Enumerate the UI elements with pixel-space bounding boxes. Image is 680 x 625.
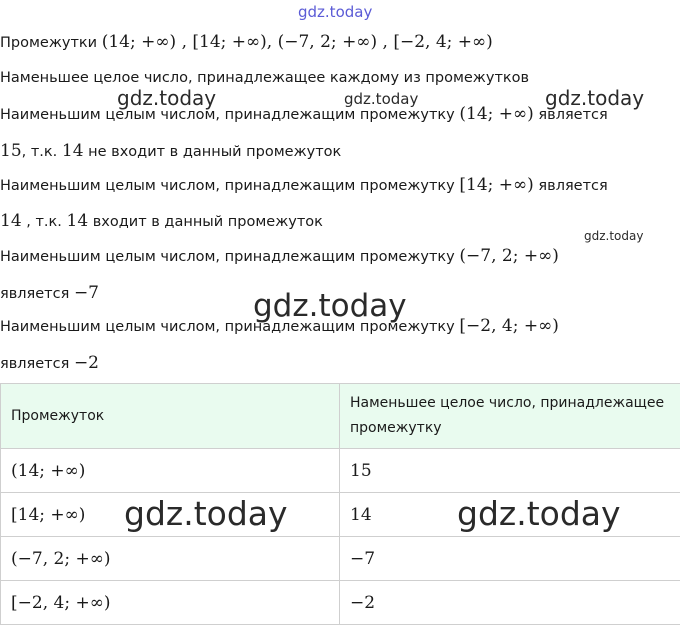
task-statement: Наменьшее целое число, принадлежащее каждому из промежутков — [0, 70, 529, 86]
column-header: Наменьшее целое число, принадлежащее промежутку — [340, 384, 680, 449]
table-row — [1, 581, 680, 625]
table-row — [1, 537, 680, 581]
interval-cell: (14; +∞) — [1, 449, 340, 493]
watermark: gdz.today — [344, 90, 418, 108]
line-text: Наименьшим целым числом, принадлежащим промежутку — [0, 319, 455, 335]
interval: (−7, 2; +∞) — [459, 246, 559, 266]
answer-value: 14 — [0, 211, 22, 231]
value-cell: 14 — [340, 493, 680, 537]
number: 14 — [67, 211, 89, 231]
interval-cell: [14; +∞) — [1, 493, 340, 537]
line-mid: , т.к. — [26, 214, 62, 230]
solution-line-1 — [0, 104, 608, 124]
value-cell: 15 — [340, 449, 680, 493]
solution-line-4 — [0, 211, 323, 231]
intervals-line — [0, 32, 493, 52]
line-tail: не входит в данный промежуток — [88, 144, 341, 160]
line-text: является — [0, 286, 69, 302]
table-row — [1, 449, 680, 493]
table-header-row — [1, 384, 680, 449]
answer-value: −2 — [74, 353, 99, 373]
line-tail: является — [538, 107, 607, 123]
solution-line-6 — [0, 283, 99, 303]
answer-value: −7 — [74, 283, 99, 303]
intervals-label: Промежутки — [0, 35, 97, 51]
solution-line-7 — [0, 316, 559, 336]
watermark-top: gdz.today — [298, 3, 372, 21]
watermark: gdz.today — [457, 494, 621, 533]
solution-line-8 — [0, 353, 99, 373]
watermark: gdz.today — [584, 229, 643, 243]
column-header: Промежуток — [1, 384, 340, 449]
line-mid: , т.к. — [22, 144, 58, 160]
interval-cell: [−2, 4; +∞) — [1, 581, 340, 625]
watermark: gdz.today — [545, 86, 644, 110]
line-text: Наименьшим целым числом, принадлежащим промежутку — [0, 107, 455, 123]
watermark: gdz.today — [124, 494, 288, 533]
interval-cell: (−7, 2; +∞) — [1, 537, 340, 581]
solution-line-5 — [0, 246, 559, 266]
answer-value: 15 — [0, 141, 22, 161]
line-tail: является — [538, 178, 607, 194]
watermark: gdz.today — [117, 86, 216, 110]
line-text: является — [0, 356, 69, 372]
number: 14 — [62, 141, 84, 161]
watermark: gdz.today — [253, 288, 407, 324]
line-tail: входит в данный промежуток — [93, 214, 323, 230]
interval: [−2, 4; +∞) — [459, 316, 559, 336]
interval: [14; +∞) — [459, 175, 533, 195]
value-cell: −7 — [340, 537, 680, 581]
value-cell: −2 — [340, 581, 680, 625]
solution-line-2 — [0, 141, 341, 161]
intervals-list: (14; +∞) , [14; +∞), (−7, 2; +∞) , [−2, 4; +∞) — [102, 32, 493, 52]
line-text: Наименьшим целым числом, принадлежащим промежутку — [0, 178, 455, 194]
solution-line-3 — [0, 175, 608, 195]
line-text: Наименьшим целым числом, принадлежащим промежутку — [0, 249, 455, 265]
interval: (14; +∞) — [459, 104, 533, 124]
